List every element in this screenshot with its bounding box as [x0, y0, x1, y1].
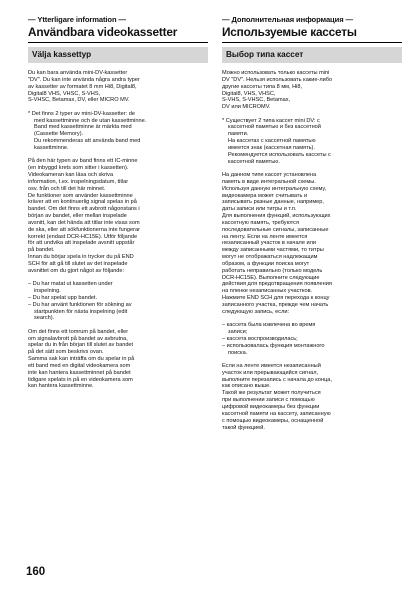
list-item: – Du har spelat upp bandet.: [28, 294, 98, 301]
section-heading: Выбор типа кассет: [222, 47, 402, 63]
page-title: Användbara videokassetter: [28, 25, 208, 43]
paragraph-gap: Om det finns ett tomrum på bandet, eller om signalavbrott på bandet av avbrutna, spelar du in från början till slutet av bandet på det sätt som beskrivs ovan. Samma sak kan inträffa om du spelar in på ett band med en digital videokamera som inte kan hantera kassettminnet på bandet tidigare spelats in på en videokamera som kan hantera kassettminne.: [28, 328, 135, 390]
paragraph-intro: Можно использовать только кассеты mini DV "DV". Нельзя использовать какие-либо другие кассеты типа 8 мм, Hi8, Digital8, VHS, VHSC, S-VHS, S-VHSC, Betamax, DV или MICROMV.: [222, 70, 333, 111]
paragraph-note: * Существует 2 типа кассет mini DV: с кассетной памятью и без кассетной памяти. На кассетах с кассетной памятью имеется знак (кассетная память). Рекомендуется использовать кассеты с кассетной памятью.: [222, 117, 331, 165]
list-item: – Du har använt funktionen för sökning av startpunkten för nästa inspelning (edit search).: [28, 301, 132, 322]
section-heading: Välja kassettyp: [28, 47, 208, 63]
right-column-russian: [222, 0, 402, 438]
body-text: [222, 70, 402, 431]
body-text: [28, 70, 208, 390]
list-item: – Du har matat ut kassetten under inspelning.: [28, 281, 113, 294]
paragraph-ic-memory: На данном типе кассет установлена память в виде интегральной схемы. Используя данную интегральную схему, видеокамера может считывать и записывать разные данные, например, даты записи или титры и т.п. Для выполнения функций, использующих кассетную память, требуются последовательные сигналы, записанные на ленту. Если на ленте имеется незаписанный участок в начале или между записанными частями, то титры могут не отображаться надлежащим образом, а функции поиска могут работать неправильно (только модель DCR-HC15E). Выполните следующие действия для предотвращения появления на пленке незаписанных участков. Нажмите END SCH для перехода к концу записанного участка, прежде чем начать следующую запись, если:: [222, 171, 332, 315]
section-kicker: — Ytterligare information —: [28, 15, 127, 24]
list-item: – использовалась функция монтажного поиска.: [222, 342, 325, 356]
left-column-swedish: [28, 0, 208, 397]
section-kicker: — Дополнительная информация —: [222, 15, 354, 24]
dash-list: [28, 281, 208, 322]
page-number: 160: [26, 566, 46, 578]
paragraph-gap: Если на ленте имеется незаписанный участок или прерывающийся сигнал, выполните перезапись с начала до конца, как описано выше. Такой же результат может получиться при выполнении записи с помощью цифровой видеокамеры без функции кассетной памяти на кассету, записанную с помощью видеокамеры, оснащенной такой функцией.: [222, 362, 332, 431]
list-item: – кассета воспроизводилась;: [222, 335, 298, 342]
list-item: – кассета была извлечена во время записи;: [222, 322, 316, 336]
page-title: Используемые кассеты: [222, 25, 402, 43]
dash-list: [222, 322, 402, 356]
paragraph-ic-memory: På den här typen av band finns ett IC-minne (en inbyggd krets som sitter i kassetten). Videokameran kan läsa och skriva information, t.ex. inspelningsdatum, titlar osv. från och till det här minnet. De funktioner som använder kassettminne kräver att en kontinuerlig signal spelas in på bandet. Om det finns ett avbrott någonstans i början av bandet, eller mellan inspelade avsnitt, kan det hända att titlar inte visas som de ska, eller att sökfunktionerna inte fungerar korrekt (endast DCR-HC15E). Utför följande för att undvika att inspelade avsnitt uppstår på bandet. Innan du börjar spela in trycker du på END SCH för att gå till slutet av det inspelade avsnittet om du gjort något av följande:: [28, 158, 140, 274]
paragraph-note: * Det finns 2 typer av mini-DV-kassetter: de med kassettminne och de utan kassettminne. Band med kassettminne är märkta med (Cassette Memory). Du rekommenderas att använda band med kassettminne.: [28, 110, 147, 151]
paragraph-intro: Du kan bara använda mini-DV-kassetter "DV". Du kan inte använda några andra typer av kassetter av formatet 8 mm Hi8, Digital8, Digital8 VHS, VHSC, S-VHS, S-VHSC, Betamax, DV, eller MICRO MV.: [28, 70, 140, 104]
